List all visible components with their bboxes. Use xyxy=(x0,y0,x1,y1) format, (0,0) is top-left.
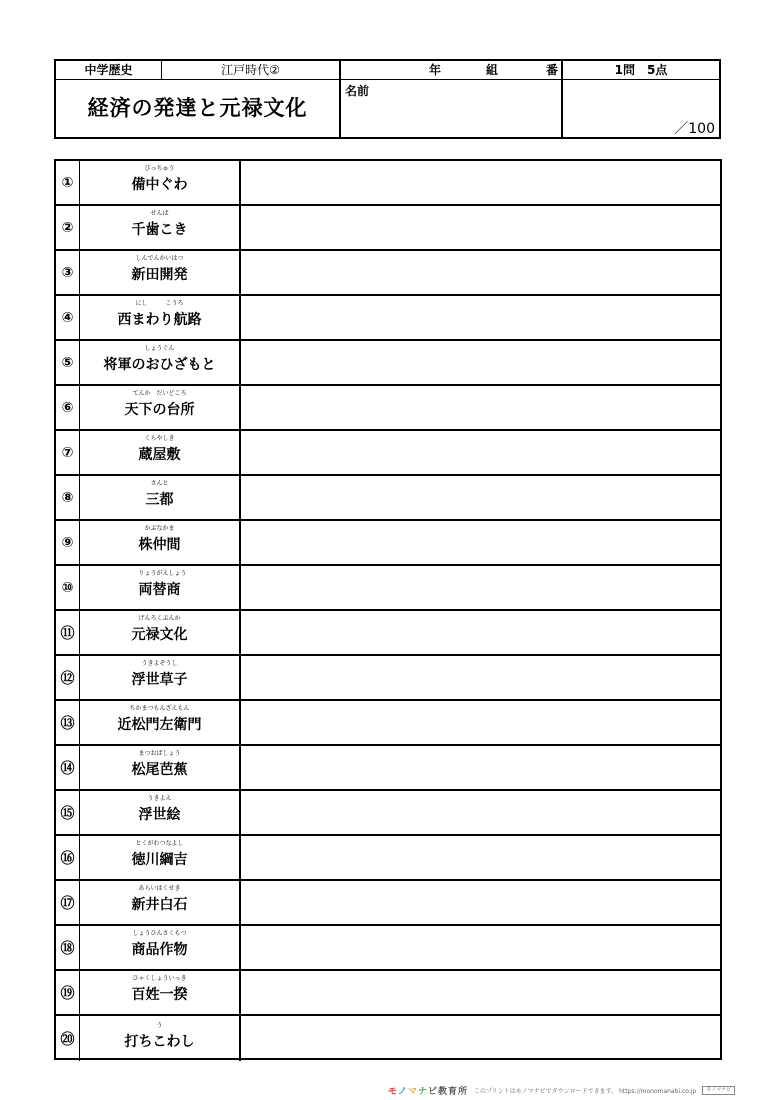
term-label: 両替商 xyxy=(138,582,181,598)
question-number: ⑤ xyxy=(56,341,80,384)
term-cell xyxy=(80,251,241,294)
question-number: ⑱ xyxy=(56,926,80,969)
term-cell xyxy=(80,566,241,609)
year-label: 年 xyxy=(429,63,442,77)
answer-field[interactable] xyxy=(241,791,720,834)
table-row xyxy=(56,476,720,521)
question-number: ③ xyxy=(56,251,80,294)
question-number: ⑯ xyxy=(56,836,80,879)
question-number: ⑫ xyxy=(56,656,80,699)
furigana: うきよぞうし xyxy=(141,660,178,667)
class-label: 組 xyxy=(486,63,499,77)
furigana: にし こうろ xyxy=(135,300,184,307)
answer-field[interactable] xyxy=(241,746,720,789)
term-label: 浮世絵 xyxy=(138,807,181,823)
term-cell xyxy=(80,206,241,249)
term-label: 百姓一揆 xyxy=(131,987,188,1003)
answer-field[interactable] xyxy=(241,836,720,879)
term-cell xyxy=(80,341,241,384)
furigana: とくがわつなよし xyxy=(135,840,184,847)
question-number: ⑮ xyxy=(56,791,80,834)
term-label: 松尾芭蕉 xyxy=(131,762,188,778)
table-row xyxy=(56,161,720,206)
furigana: てんか だいどころ xyxy=(132,390,187,397)
term-cell xyxy=(80,836,241,879)
term-cell xyxy=(80,746,241,789)
table-row xyxy=(56,926,720,971)
answer-field[interactable] xyxy=(241,611,720,654)
furigana: しょうぐん xyxy=(144,345,175,352)
question-number: ① xyxy=(56,161,80,204)
question-number: ⑨ xyxy=(56,521,80,564)
furigana: しんでんかいはつ xyxy=(135,255,184,262)
footer xyxy=(388,1082,774,1098)
term-label: 蔵屋敷 xyxy=(138,447,181,463)
class-info xyxy=(341,61,563,80)
term-cell xyxy=(80,926,241,969)
worksheet-header xyxy=(54,59,721,139)
term-cell xyxy=(80,386,241,429)
term-cell xyxy=(80,656,241,699)
question-number: ⑥ xyxy=(56,386,80,429)
table-row xyxy=(56,791,720,836)
answer-field[interactable] xyxy=(241,521,720,564)
term-cell xyxy=(80,881,241,924)
furigana: あらいはくせき xyxy=(138,885,181,892)
answer-field[interactable] xyxy=(241,206,720,249)
term-label: 浮世草子 xyxy=(131,672,188,688)
question-number: ② xyxy=(56,206,80,249)
term-label: 徳川綱吉 xyxy=(131,852,188,868)
term-label: 株仲間 xyxy=(138,537,181,553)
table-row xyxy=(56,341,720,386)
answer-field[interactable] xyxy=(241,476,720,519)
table-row xyxy=(56,296,720,341)
name-field[interactable] xyxy=(341,80,563,137)
brand-logo: モノマナビ教育所 xyxy=(388,1086,468,1097)
answer-field[interactable] xyxy=(241,566,720,609)
footer-badge: モノマナビ xyxy=(702,1086,735,1095)
table-row xyxy=(56,566,720,611)
answer-field[interactable] xyxy=(241,161,720,204)
term-cell xyxy=(80,296,241,339)
term-label: 備中ぐわ xyxy=(131,177,188,193)
furigana: さんと xyxy=(150,480,169,487)
furigana: ひゃくしょういっき xyxy=(132,975,187,982)
term-label: 将軍のおひざもと xyxy=(103,357,216,373)
table-row xyxy=(56,836,720,881)
question-number: ⑳ xyxy=(56,1016,80,1061)
term-label: 新田開発 xyxy=(131,267,188,283)
answer-field[interactable] xyxy=(241,1016,720,1061)
footer-note: このプリントはモノマナビでダウンロードできます。 https://monomanabi.co.jp xyxy=(473,1087,697,1095)
question-number: ⑦ xyxy=(56,431,80,474)
furigana: せんば xyxy=(150,210,169,217)
furigana: りょうがえしょう xyxy=(138,570,187,577)
furigana: まつおばしょう xyxy=(138,750,181,757)
term-label: 三都 xyxy=(145,492,174,508)
question-number: ⑪ xyxy=(56,611,80,654)
answer-field[interactable] xyxy=(241,296,720,339)
table-row xyxy=(56,746,720,791)
term-label: 千歯こき xyxy=(131,222,188,238)
furigana: う xyxy=(156,1022,163,1029)
table-row xyxy=(56,206,720,251)
table-row xyxy=(56,881,720,926)
table-row xyxy=(56,1016,720,1061)
name-label: 名前 xyxy=(345,84,370,98)
subject-label: 中学歴史 xyxy=(56,61,162,80)
term-cell xyxy=(80,611,241,654)
term-cell xyxy=(80,521,241,564)
answer-field[interactable] xyxy=(241,656,720,699)
table-row xyxy=(56,656,720,701)
term-cell xyxy=(80,476,241,519)
answer-field[interactable] xyxy=(241,251,720,294)
term-cell xyxy=(80,431,241,474)
answer-field[interactable] xyxy=(241,431,720,474)
question-number: ⑰ xyxy=(56,881,80,924)
answer-field[interactable] xyxy=(241,881,720,924)
points-label: 1問 5点 xyxy=(563,61,719,80)
term-label: 天下の台所 xyxy=(124,402,195,418)
term-label: 打ちこわし xyxy=(124,1034,195,1050)
page-title: 経済の発達と元禄文化 xyxy=(56,80,341,137)
number-label: 番 xyxy=(546,63,559,77)
score-total: ／100 xyxy=(674,121,715,137)
term-cell xyxy=(80,1016,241,1061)
furigana: しょうひんさくもつ xyxy=(132,930,187,937)
question-number: ⑭ xyxy=(56,746,80,789)
furigana: げんろくぶんか xyxy=(138,615,181,622)
term-label: 元禄文化 xyxy=(131,627,188,643)
term-cell xyxy=(80,791,241,834)
answer-field[interactable] xyxy=(241,701,720,744)
table-row xyxy=(56,431,720,476)
answer-field[interactable] xyxy=(241,926,720,969)
question-number: ⑬ xyxy=(56,701,80,744)
answer-field[interactable] xyxy=(241,341,720,384)
answer-field[interactable] xyxy=(241,386,720,429)
question-number: ④ xyxy=(56,296,80,339)
furigana: くらやしき xyxy=(144,435,175,442)
table-row xyxy=(56,386,720,431)
question-number: ⑧ xyxy=(56,476,80,519)
furigana: うきよえ xyxy=(147,795,172,802)
term-cell xyxy=(80,971,241,1014)
question-number: ⑲ xyxy=(56,971,80,1014)
term-label: 近松門左衛門 xyxy=(117,717,202,733)
term-cell xyxy=(80,161,241,204)
score-field[interactable] xyxy=(563,80,719,137)
table-row xyxy=(56,701,720,746)
question-table xyxy=(54,159,722,1060)
question-number: ⑩ xyxy=(56,566,80,609)
term-cell xyxy=(80,701,241,744)
table-row xyxy=(56,251,720,296)
table-row xyxy=(56,971,720,1016)
answer-field[interactable] xyxy=(241,971,720,1014)
furigana: ちかまつもんざえもん xyxy=(129,705,190,712)
term-label: 商品作物 xyxy=(131,942,188,958)
furigana: かぶなかま xyxy=(144,525,175,532)
table-row xyxy=(56,611,720,656)
term-label: 新井白石 xyxy=(131,897,188,913)
table-row xyxy=(56,521,720,566)
unit-label: 江戸時代② xyxy=(162,61,341,80)
furigana: びっちゅう xyxy=(144,165,175,172)
term-label: 西まわり航路 xyxy=(117,312,202,328)
